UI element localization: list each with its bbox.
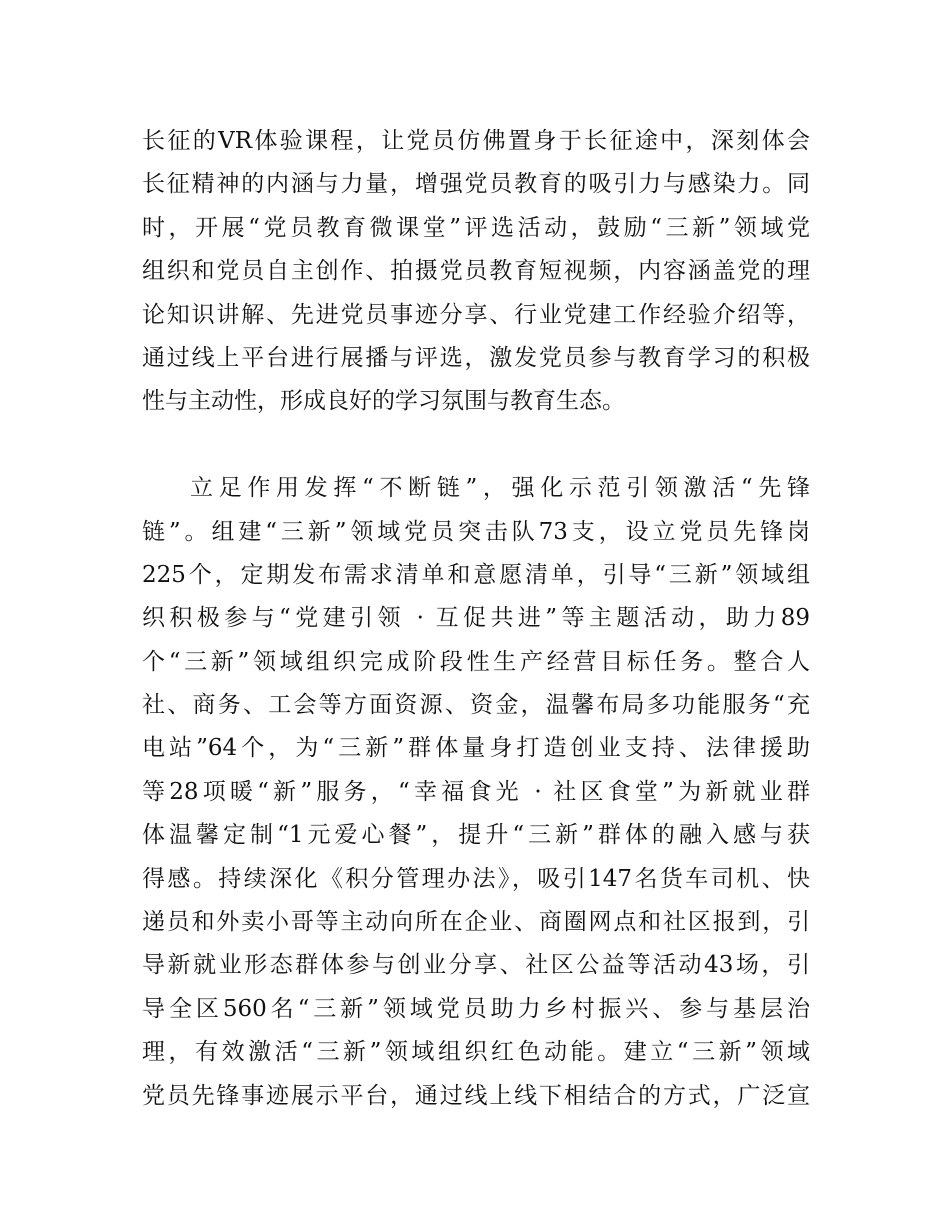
- text-line: 链”。组建“三新”领域党员突击队73支，设立党员先锋岗: [142, 518, 810, 545]
- text-line: 电站”64个，为“三新”群体量身打造创业支持、法律援助: [142, 735, 810, 762]
- text-line: 体温馨定制“1元爱心餐”，提升“三新”群体的融入感与获: [142, 822, 810, 849]
- text-line: 立足作用发挥“不断链”，强化示范引领激活“先锋: [190, 475, 810, 502]
- text-line: 等28项暖“新”服务，“幸福食光 · 社区食堂”为新就业群: [142, 778, 810, 805]
- text-line: 性与主动性，形成良好的学习氛围与教育生态。: [142, 388, 625, 415]
- text-line: 递员和外卖小哥等主动向所在企业、商圈网点和社区报到，引: [142, 909, 810, 936]
- text-line: 个“三新”领域组织完成阶段性生产经营目标任务。整合人: [142, 648, 810, 675]
- text-line: 得感。持续深化《积分管理办法》，吸引147名货车司机、快: [142, 865, 810, 892]
- text-line: 党员先锋事迹展示平台，通过线上线下相结合的方式，广泛宣: [142, 1082, 810, 1109]
- paragraph-spacer: [142, 424, 810, 467]
- text-line: 理，有效激活“三新”领域组织红色动能。建立“三新”领域: [142, 1039, 810, 1066]
- text-line: 导新就业形态群体参与创业分享、社区公益等活动43场，引: [142, 952, 810, 979]
- text-line: 225个，定期发布需求清单和意愿清单，引导“三新”领域组: [142, 561, 810, 588]
- text-line: 织积极参与“党建引领 · 互促共进”等主题活动，助力89: [142, 605, 810, 632]
- text-line: 社、商务、工会等方面资源、资金，温馨布局多功能服务“充: [142, 692, 810, 719]
- text-line: 通过线上平台进行展播与评选，激发党员参与教育学习的积极: [142, 344, 810, 371]
- document-body: [142, 120, 810, 1118]
- text-line: 长征的VR体验课程，让党员仿佛置身于长征途中，深刻体会: [142, 128, 810, 154]
- text-line: 导全区560名“三新”领域党员助力乡村振兴、参与基层治: [142, 995, 810, 1022]
- paragraph-2: [142, 467, 810, 1118]
- text-line: 组织和党员自主创作、拍摄党员教育短视频，内容涵盖党的理: [142, 258, 810, 285]
- text-line: 时，开展“党员教育微课堂”评选活动，鼓励“三新”领域党: [142, 214, 810, 241]
- paragraph-1: [142, 120, 810, 424]
- text-line: 论知识讲解、先进党员事迹分享、行业党建工作经验介绍等，: [142, 301, 810, 328]
- text-line: 长征精神的内涵与力量，增强党员教育的吸引力与感染力。同: [142, 171, 810, 198]
